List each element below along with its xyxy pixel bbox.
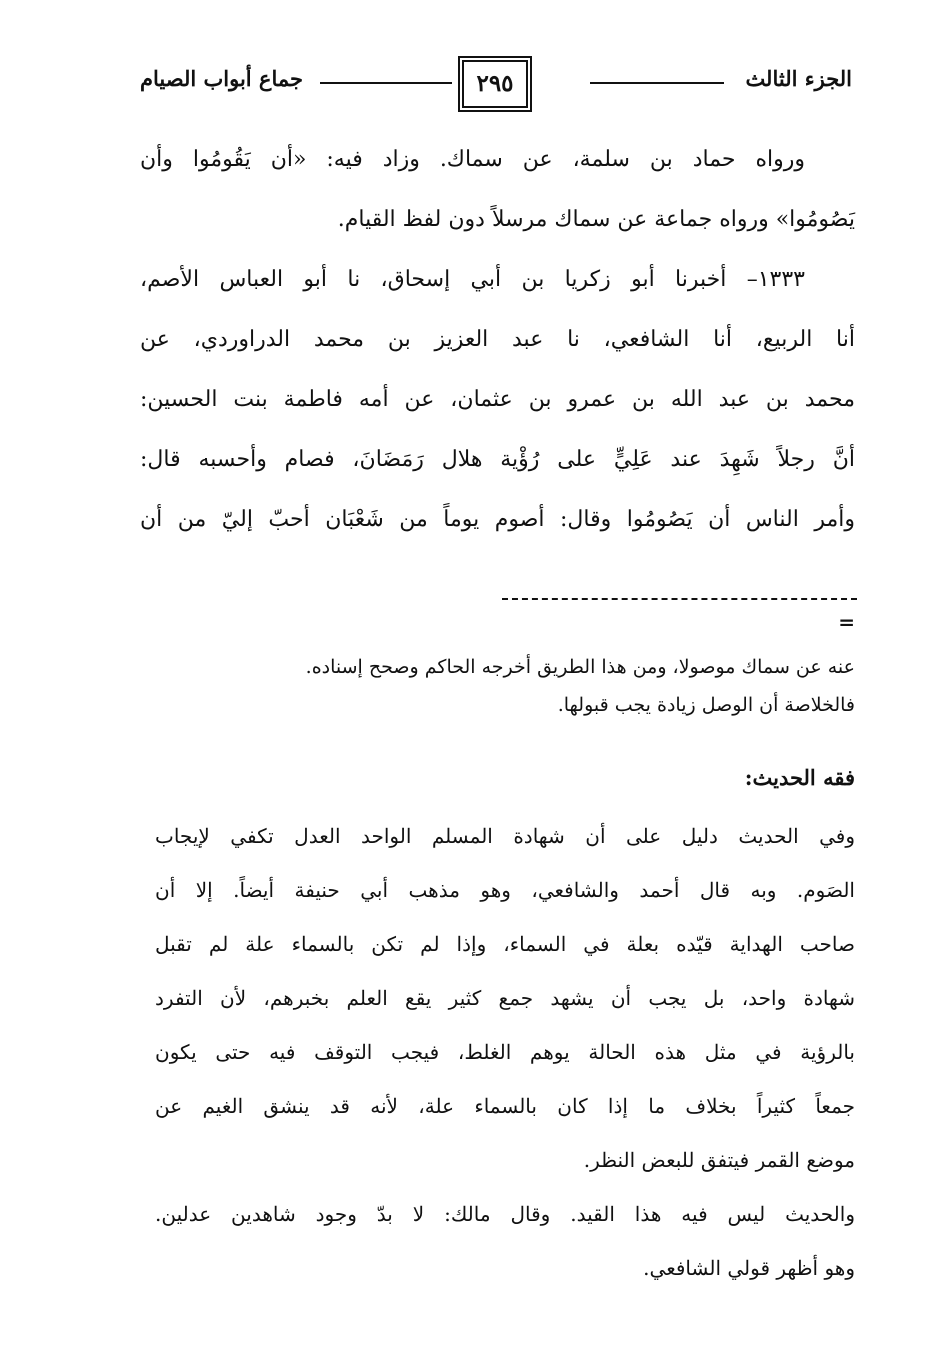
- text-line: محمد بن عبد الله بن عمرو بن عثمان، عن أمه فاطمة بنت الحسين:: [140, 387, 855, 412]
- header-rule-left: [320, 82, 452, 84]
- commentary-line: وهو أظهر قولي الشافعي.: [643, 1256, 855, 1280]
- commentary-line: والحديث ليس فيه هذا القيد. وقال مالك: لا بدّ وجود شاهدين عدلين.: [155, 1202, 855, 1226]
- text-line: أنَّ رجلاً شَهِدَ عند عَلِيٍّ على رُؤْية هلال رَمَضَانَ، فصام وأحسبه قال:: [140, 447, 855, 472]
- footnote-line: عنه عن سماك موصولا، ومن هذا الطريق أخرجه الحاكم وصحح إسناده.: [305, 656, 855, 678]
- footnote-continuation-mark: =: [838, 610, 855, 634]
- commentary-line: بالرؤية في مثل هذه الحالة يوهم الغلط، فيجب التوقف فيه حتى يكون: [155, 1040, 855, 1064]
- header-rule-right: [590, 82, 724, 84]
- main-text: [140, 135, 855, 555]
- fiqh-section-title: فقه الحديث:: [744, 765, 855, 790]
- text-line: أنا الربيع، أنا الشافعي، نا عبد العزيز بن محمد الدراوردي، عن: [140, 327, 855, 352]
- chapter-title: جماع أبواب الصيام: [140, 66, 303, 91]
- page-number-box: ٢٩٥: [462, 60, 528, 108]
- hadith-number-line: ١٣٣٣– أخبرنا أبو زكريا بن أبي إسحاق، نا أبو العباس الأصم،: [140, 267, 805, 292]
- text-line: وأمر الناس أن يَصُومُوا وقال: أصوم يوماً من شَعْبَان أحبّ إليّ من أن: [140, 507, 855, 532]
- footnote-line: فالخلاصة أن الوصل زيادة يجب قبولها.: [557, 694, 855, 716]
- commentary-line: شهادة واحد، بل يجب أن يشهد جمع كثير يقع العلم بخبرهم، لأن التفرد: [155, 986, 855, 1010]
- page-header: [140, 60, 852, 110]
- commentary-line: الصَوم. وبه قال أحمد والشافعي، وهو مذهب أبي حنيفة أيضاً. إلا أن: [155, 878, 855, 902]
- footnote-block: [140, 648, 855, 724]
- text-line: ورواه حماد بن سلمة، عن سماك. وزاد فيه: «أن يَقُومُوا وأن: [140, 147, 805, 172]
- text-line: يَصُومُوا» ورواه جماعة عن سماك مرسلاً دون لفظ القيام.: [337, 207, 855, 232]
- footnote-separator: [502, 598, 857, 608]
- fiqh-commentary: [155, 812, 855, 1298]
- commentary-line: موضع القمر فيتفق للبعض النظر.: [583, 1148, 855, 1172]
- commentary-line: صاحب الهداية قيّده بعلة في السماء، وإذا لم تكن بالسماء علة لم تقبل: [155, 932, 855, 956]
- commentary-line: جمعاً كثيراً بخلاف ما إذا كان بالسماء علة، لأنه قد ينشق الغيم عن: [155, 1094, 855, 1118]
- commentary-line: وفي الحديث دليل على أن شهادة المسلم الواحد العدل تكفي لإيجاب: [155, 824, 855, 848]
- volume-label: الجزء الثالث: [745, 66, 852, 91]
